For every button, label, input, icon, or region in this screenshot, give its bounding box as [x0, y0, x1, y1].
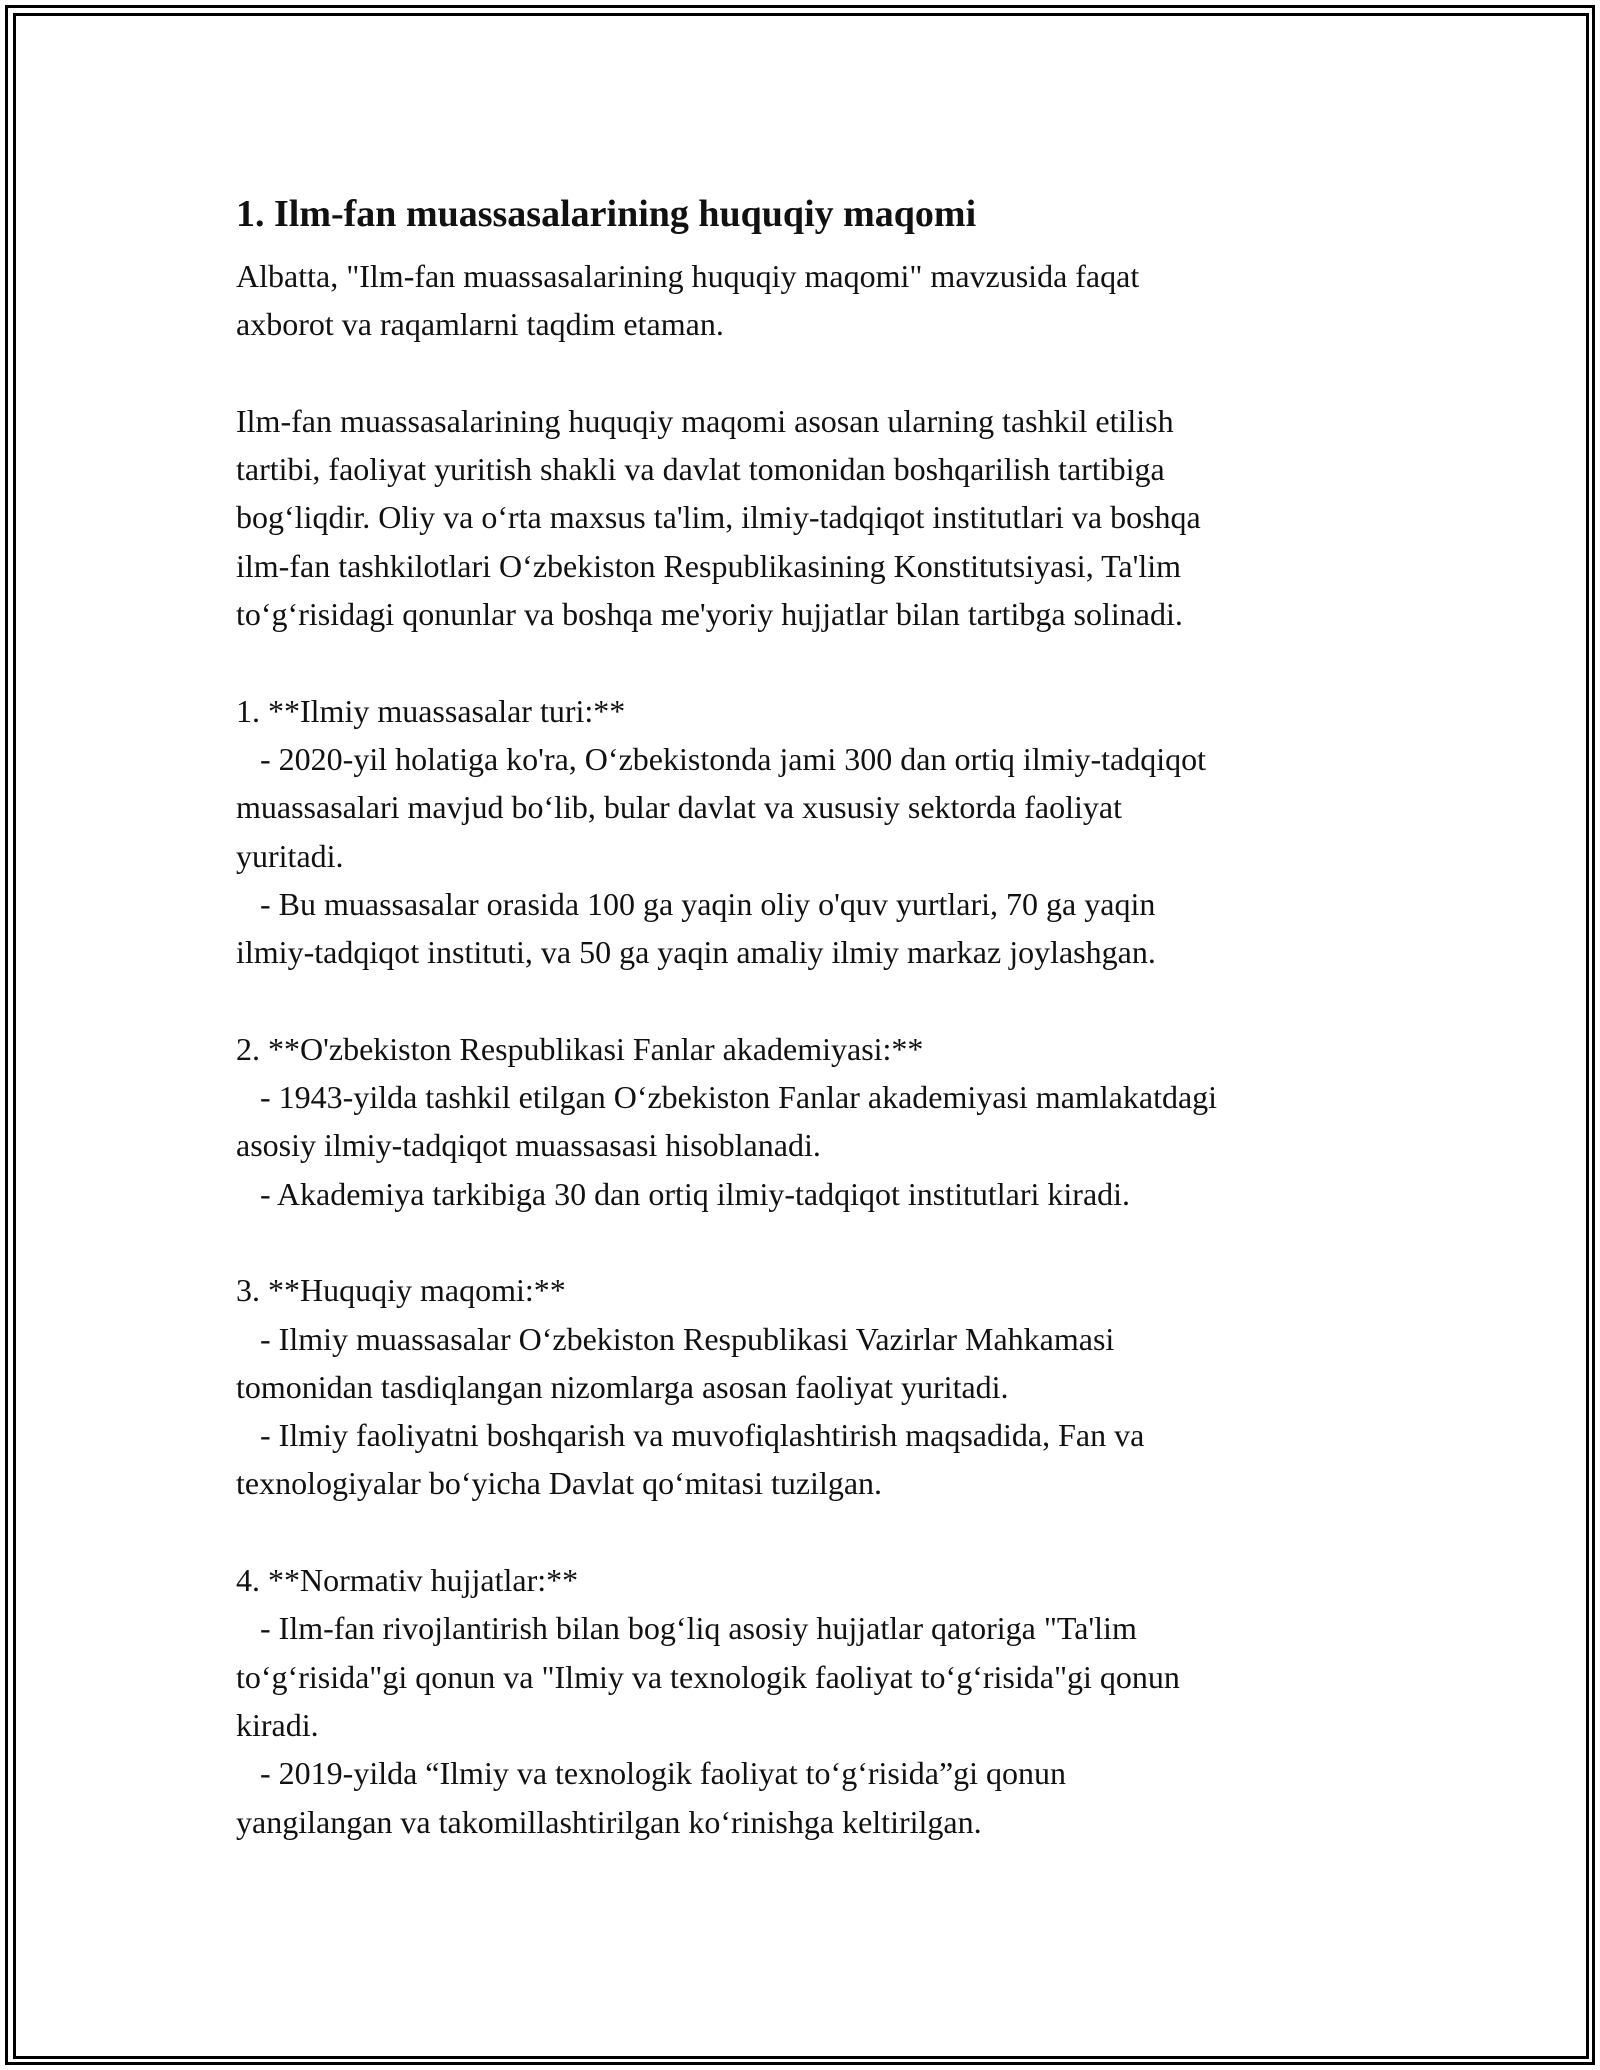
blank-line	[236, 349, 1396, 397]
document-text	[236, 252, 1396, 1846]
text-line: - 2019-yilda “Ilmiy va texnologik faoliyat to‘g‘risida”gi qonun	[236, 1755, 1067, 1792]
text-line: - Ilmiy muassasalar O‘zbekiston Respublikasi Vazirlar Mahkamasi	[236, 1320, 1115, 1357]
text-line: - 1943-yilda tashkil etilgan O‘zbekiston Fanlar akademiyasi mamlakatdagi	[236, 1079, 1218, 1116]
text-line: 3. **Huquqiy maqomi:**	[236, 1272, 566, 1309]
text-line: 2. **O'zbekiston Respublikasi Fanlar akademiyasi:**	[236, 1030, 924, 1067]
text-line: axborot va raqamlarni taqdim etaman.	[236, 306, 724, 343]
text-line: yuritadi.	[236, 837, 344, 874]
blank-line	[236, 976, 1396, 1024]
text-line: 4. **Normativ hujjatlar:**	[236, 1562, 579, 1599]
text-line: to‘g‘risida"gi qonun va "Ilmiy va texnologik faoliyat to‘g‘risida"gi qonun	[236, 1658, 1180, 1695]
blank-line	[236, 1218, 1396, 1266]
text-line: muassasalari mavjud bo‘lib, bular davlat va xususiy sektorda faoliyat	[236, 789, 1122, 826]
text-line: tartibi, faoliyat yuritish shakli va davlat tomonidan boshqarilish tartibiga	[236, 451, 1165, 488]
document-title: 1. Ilm-fan muassasalarining huquqiy maqomi	[236, 193, 977, 235]
text-line: - Ilmiy faoliyatni boshqarish va muvofiqlashtirish maqsadida, Fan va	[236, 1417, 1145, 1454]
document-body	[236, 184, 1396, 1846]
text-line: - Bu muassasalar orasida 100 ga yaqin oliy o'quv yurtlari, 70 ga yaqin	[236, 885, 1156, 922]
text-line: tomonidan tasdiqlangan nizomlarga asosan faoliyat yuritadi.	[236, 1368, 1009, 1405]
blank-line	[236, 1508, 1396, 1556]
text-line: yangilangan va takomillashtirilgan ko‘rinishga keltirilgan.	[236, 1803, 982, 1840]
text-line: - 2020-yil holatiga ko'ra, O‘zbekistonda jami 300 dan ortiq ilmiy-tadqiqot	[236, 740, 1207, 777]
blank-line	[236, 638, 1396, 686]
text-line: - Ilm-fan rivojlantirish bilan bog‘liq asosiy hujjatlar qatoriga "Ta'lim	[236, 1610, 1137, 1647]
text-line: - Akademiya tarkibiga 30 dan ortiq ilmiy-tadqiqot institutlari kiradi.	[236, 1175, 1131, 1212]
text-line: asosiy ilmiy-tadqiqot muassasasi hisoblanadi.	[236, 1127, 821, 1164]
text-line: ilm-fan tashkilotlari O‘zbekiston Respublikasining Konstitutsiyasi, Ta'lim	[236, 547, 1182, 584]
text-line: bog‘liqdir. Oliy va o‘rta maxsus ta'lim, ilmiy-tadqiqot institutlari va boshqa	[236, 499, 1201, 536]
text-line: Albatta, "Ilm-fan muassasalarining huquqiy maqomi" mavzusida faqat	[236, 258, 1140, 294]
text-line: 1. **Ilmiy muassasalar turi:**	[236, 692, 626, 729]
text-line: ilmiy-tadqiqot instituti, va 50 ga yaqin amaliy ilmiy markaz joylashgan.	[236, 934, 1156, 971]
text-line: to‘g‘risidagi qonunlar va boshqa me'yoriy hujjatlar bilan tartibga solinadi.	[236, 596, 1183, 633]
text-line: kiradi.	[236, 1706, 319, 1743]
text-line: Ilm-fan muassasalarining huquqiy maqomi asosan ularning tashkil etilish	[236, 402, 1174, 439]
text-line: texnologiyalar bo‘yicha Davlat qo‘mitasi tuzilgan.	[236, 1465, 883, 1502]
